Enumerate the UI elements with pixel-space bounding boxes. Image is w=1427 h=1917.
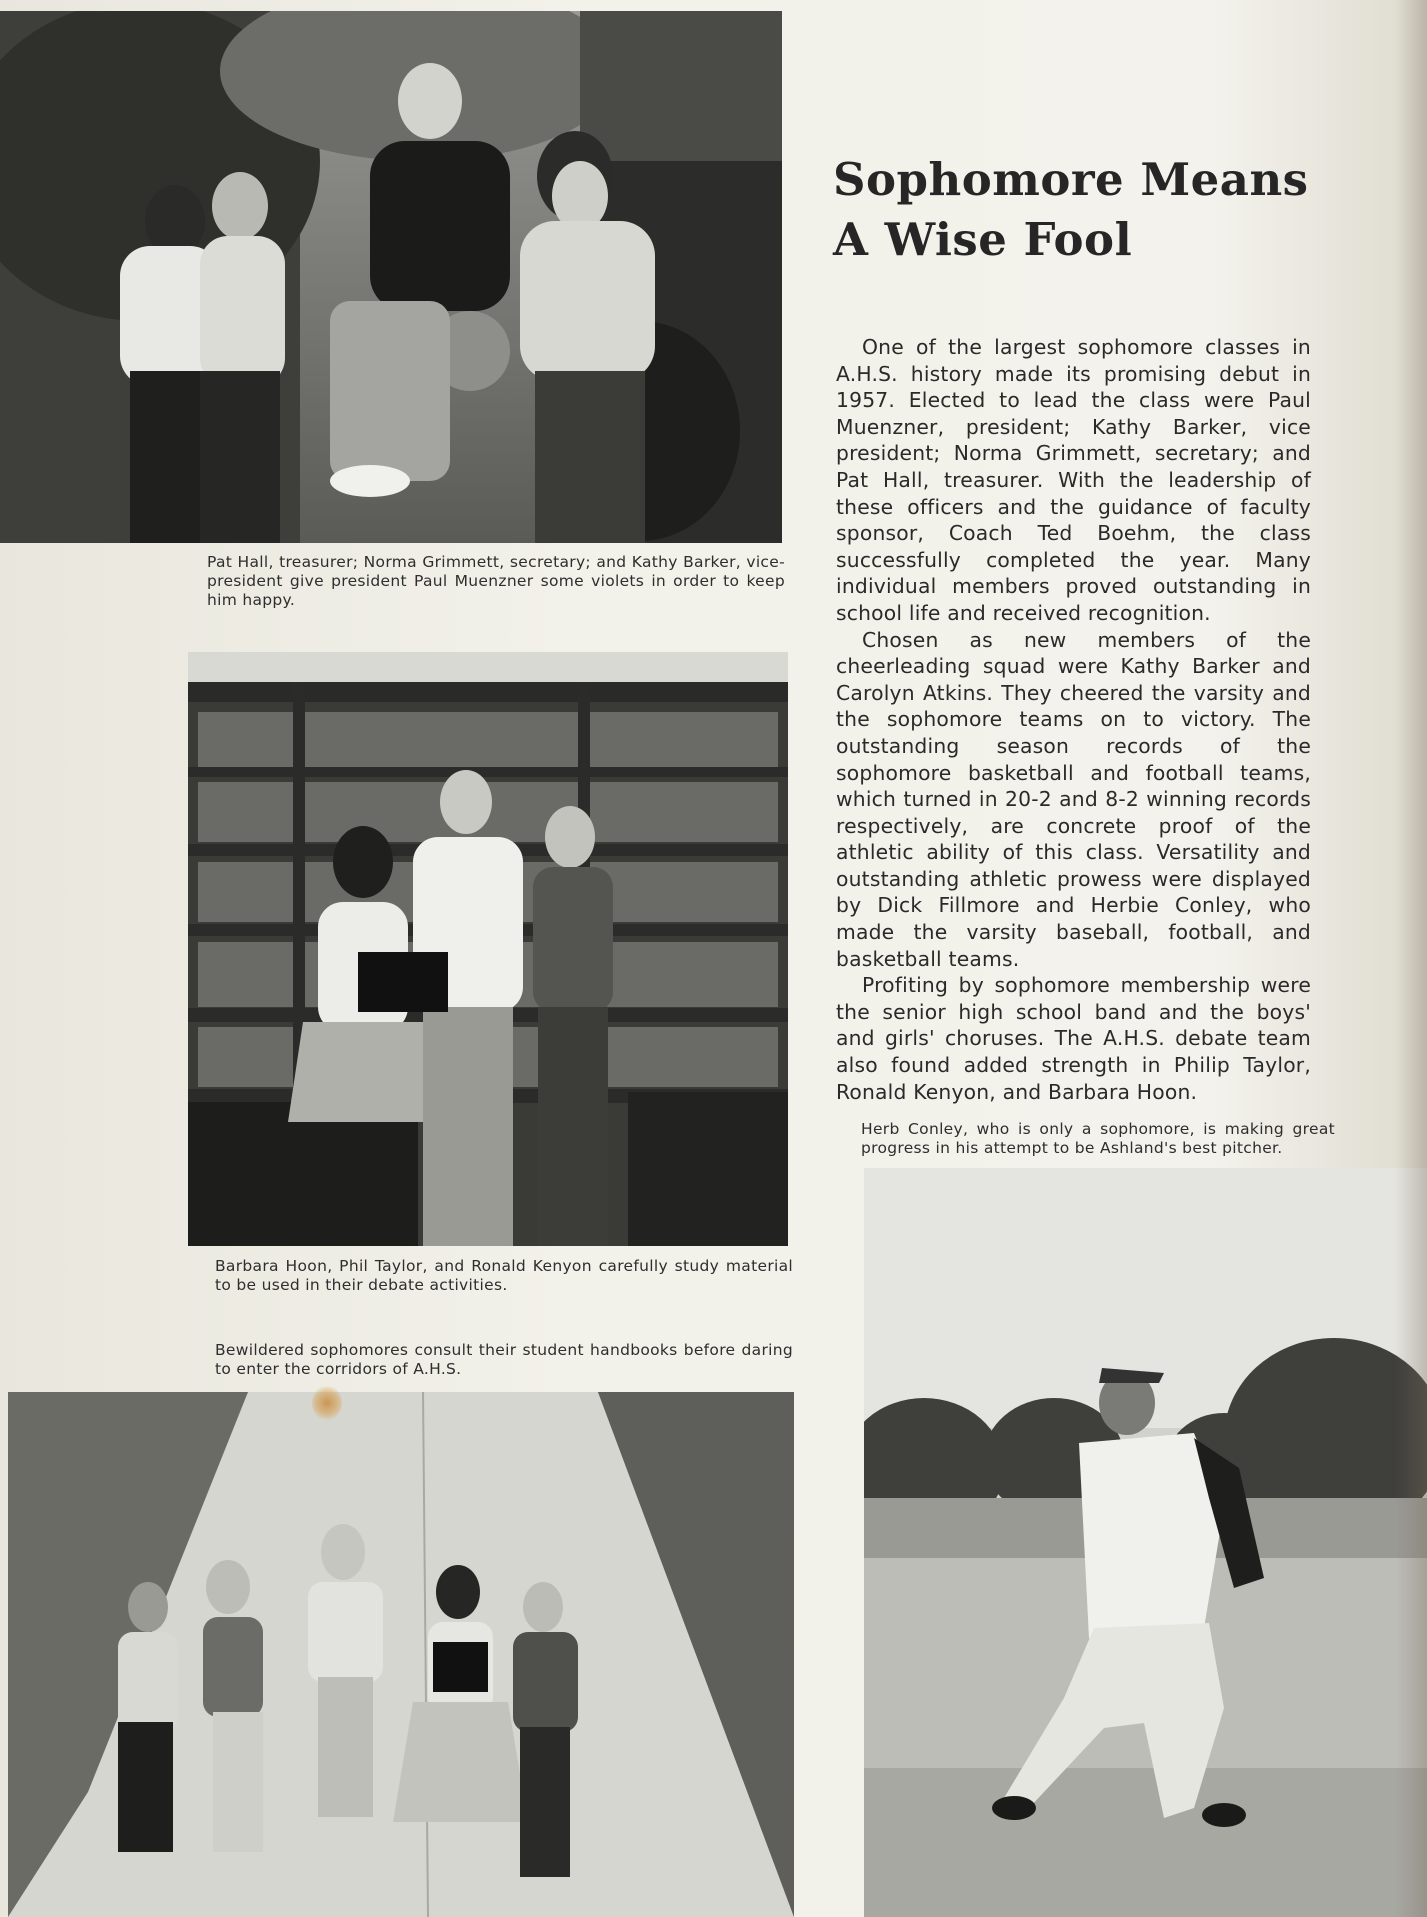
page-title [833,150,1353,270]
paragraph-1: One of the largest sophomore classes in A.H.S. history made its promising debut in 1957. Elected to lead the class were Paul Muenzner, president; Kathy Barker, vice president; Norma Grimmett, secretary; and Pat Hall, treasurer. With the leadership of these officers and the guidance of faculty sponsor, Coach Ted Boehm, the class successfully completed the year. Many individual members proved outstanding in school life and received recognition. [836,335,1311,625]
officers-caption: Pat Hall, treasurer; Norma Grimmett, secretary; and Kathy Barker, vice-president give president Paul Muenzner some violets in order to keep him happy. [207,553,785,609]
debate-photo [188,652,788,1246]
paper-stain [312,1385,342,1421]
paragraph-3: Profiting by sophomore membership were the senior high school band and the boys' and girls' choruses. The A.H.S. debate team also found added strength in Philip Taylor, Ronald Kenyon, and Barbara Hoon. [836,973,1311,1104]
title-line-1: Sophomore Means [833,153,1309,206]
pitcher-caption: Herb Conley, who is only a sophomore, is making great progress in his attempt to be Ashland's best pitcher. [861,1120,1335,1157]
title-line-2: A Wise Fool [833,213,1133,266]
page-gutter [1395,0,1427,1917]
paragraph-2: Chosen as new members of the cheerleading squad were Kathy Barker and Carolyn Atkins. They cheered the varsity and the sophomore teams on to victory. The outstanding season records of the sophomore basketball and football teams, which turned in 20-2 and 8-2 winning records respectively, are concrete proof of the athletic ability of this class. Versatility and outstanding athletic prowess were displayed by Dick Fillmore and Herbie Conley, who made the varsity baseball, football, and basketball teams. [836,627,1311,971]
handbooks-caption: Bewildered sophomores consult their student handbooks before daring to enter the corridors of A.H.S. [215,1341,793,1378]
debate-caption: Barbara Hoon, Phil Taylor, and Ronald Kenyon carefully study material to be used in their debate activities. [215,1257,793,1294]
article-body [836,334,1311,1105]
handbooks-photo [8,1392,794,1917]
pitcher-photo [864,1168,1427,1917]
officers-photo [0,11,782,543]
